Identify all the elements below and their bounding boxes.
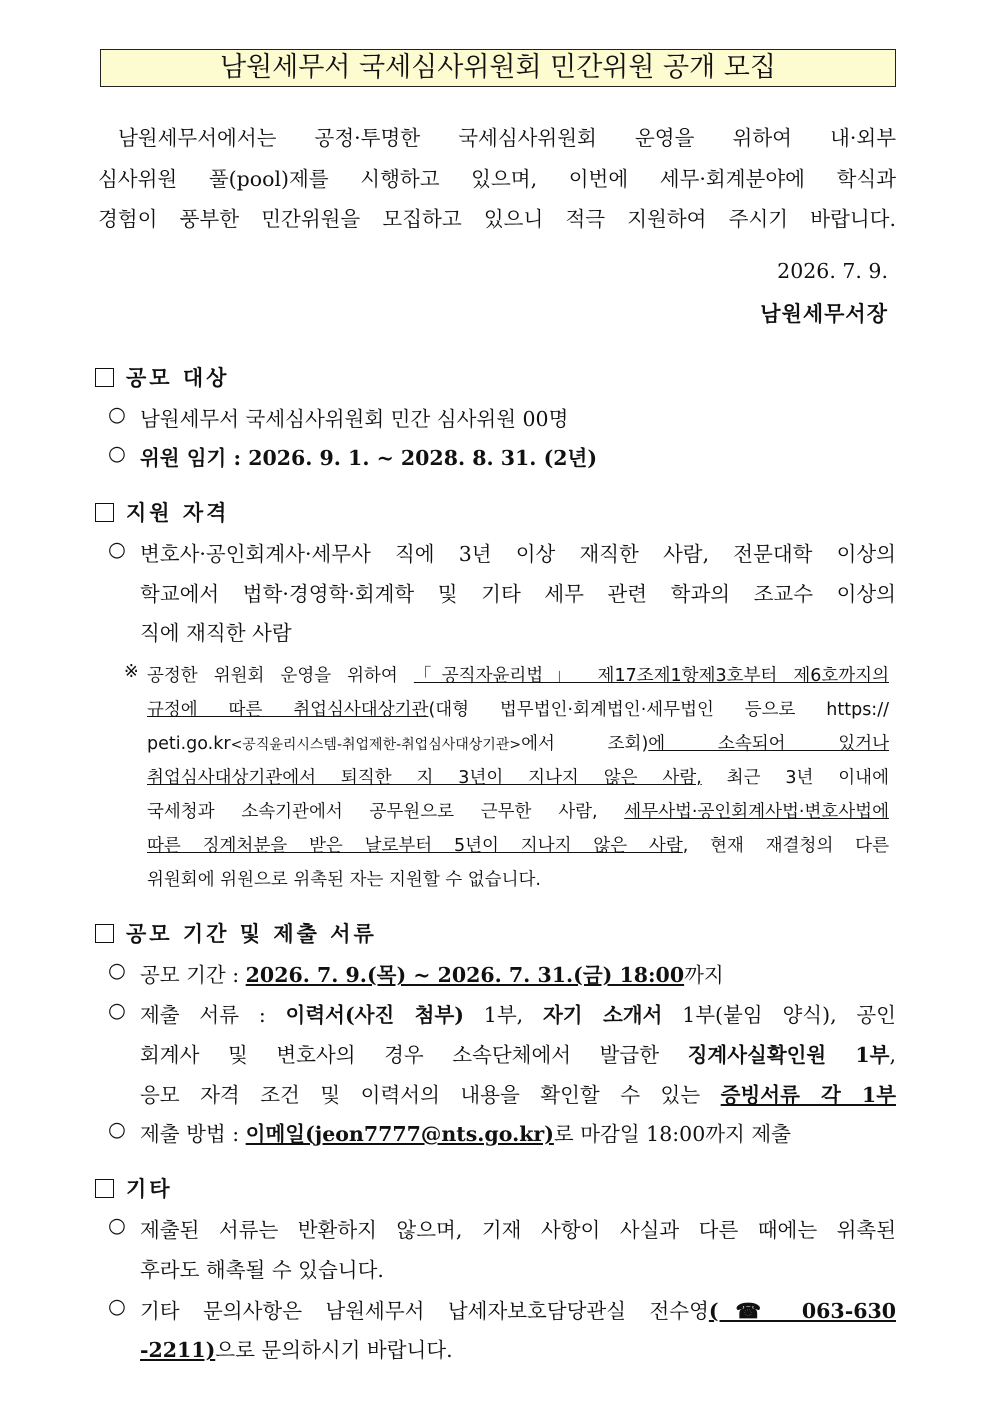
note-line-2: 규정에 따른 취업심사대상기관(대형 법무법인·회계법인·세무법인 등으로 https:// (147, 700, 889, 720)
note-line-1: 공정한 위원회 운영을 위하여 「공직자윤리법」 제17조제1항제3호부터 제6호까지의 (147, 666, 889, 686)
section-heading-period: 공모 기간 및 제출 서류 (95, 918, 377, 948)
bullet-icon: ○ (108, 1213, 126, 1237)
contact-line-1: 기타 문의사항은 남원세무서 납세자보호담당관실 전수영(☎ 063-630 (140, 1299, 896, 1323)
docs-line-3: 응모 자격 조건 및 이력서의 내용을 확인할 수 있는 증빙서류 각 1부 (140, 1083, 896, 1107)
etc-line-1: 제출된 서류는 반환하지 않으며, 기재 사항이 사실과 다른 때에는 위촉된 (140, 1218, 896, 1242)
eligibility-line-1: 변호사·공인회계사·세무사 직에 3년 이상 재직한 사람, 전문대학 이상의 (140, 542, 896, 566)
note-line-3: peti.go.kr<공직윤리시스템-취업제한-취업심사대상기관>에서 조회)에 소속되어 있거나 (147, 734, 889, 754)
contact-line-2: -2211)으로 문의하시기 바랍니다. (140, 1338, 453, 1362)
bullet-icon: ○ (108, 441, 126, 465)
issuer: 남원세무서장 (760, 301, 888, 326)
phone-number: (☎ 063-630 (708, 1299, 896, 1323)
intro-line-2: 심사위원 풀(pool)제를 시행하고 있으며, 이번에 세무·회계분야에 학식과 (98, 167, 896, 191)
checkbox-icon (95, 924, 114, 943)
bullet-icon: ○ (108, 958, 126, 982)
note-mark: ※ (124, 662, 139, 682)
checkbox-icon (95, 1179, 114, 1198)
notice-date: 2026. 7. 9. (777, 259, 888, 283)
email-link[interactable]: 이메일(jeon7777@nts.go.kr) (245, 1122, 554, 1146)
period-item: 공모 기간 : 2026. 7. 9.(목) ~ 2026. 7. 31.(금) 18:00까지 (140, 963, 724, 987)
note-line-5: 국세청과 소속기관에서 공무원으로 근무한 사람, 세무사법·공인회계사법·변호사법에 (147, 802, 889, 822)
etc-line-2: 후라도 해촉될 수 있습니다. (140, 1258, 384, 1282)
target-item-2: 위원 임기 : 2026. 9. 1. ~ 2028. 8. 31. (2년) (140, 446, 598, 470)
section-heading-etc: 기타 (95, 1173, 173, 1203)
intro-line-3: 경험이 풍부한 민간위원을 모집하고 있으니 적극 지원하여 주시기 바랍니다. (98, 207, 896, 231)
note-line-6: 따른 징계처분을 받은 날로부터 5년이 지나지 않은 사람, 현재 재결청의 다른 (147, 836, 889, 856)
checkbox-icon (95, 503, 114, 522)
section-heading-eligibility: 지원 자격 (95, 497, 229, 527)
docs-line-2: 회계사 및 변호사의 경우 소속단체에서 발급한 징계사실확인원 1부, (140, 1043, 897, 1067)
section-heading-target: 공모 대상 (95, 362, 229, 392)
bullet-icon: ○ (108, 402, 126, 426)
bullet-icon: ○ (108, 1117, 126, 1141)
eligibility-line-2: 학교에서 법학·경영학·회계학 및 기타 세무 관련 학과의 조교수 이상의 (140, 582, 896, 606)
eligibility-line-3: 직에 재직한 사람 (140, 621, 292, 645)
method-item: 제출 방법 : 이메일(jeon7777@nts.go.kr)로 마감일 18:00까지 제출 (140, 1122, 791, 1146)
bullet-icon: ○ (108, 1294, 126, 1318)
page-title: 남원세무서 국세심사위원회 민간위원 공개 모집 (100, 49, 896, 87)
bullet-icon: ○ (108, 537, 126, 561)
checkbox-icon (95, 368, 114, 387)
intro-line-1: 남원세무서에서는 공정·투명한 국세심사위원회 운영을 위하여 내·외부 (118, 126, 896, 150)
docs-line-1: 제출 서류 : 이력서(사진 첨부) 1부, 자기 소개서 1부(붙임 양식), 공인 (140, 1003, 896, 1027)
note-line-4: 취업심사대상기관에서 퇴직한 지 3년이 지나지 않은 사람, 최근 3년 이내에 (147, 768, 889, 788)
note-line-7: 위원회에 위원으로 위촉된 자는 지원할 수 없습니다. (147, 870, 541, 890)
bullet-icon: ○ (108, 998, 126, 1022)
target-item-1: 남원세무서 국세심사위원회 민간 심사위원 00명 (140, 407, 569, 431)
